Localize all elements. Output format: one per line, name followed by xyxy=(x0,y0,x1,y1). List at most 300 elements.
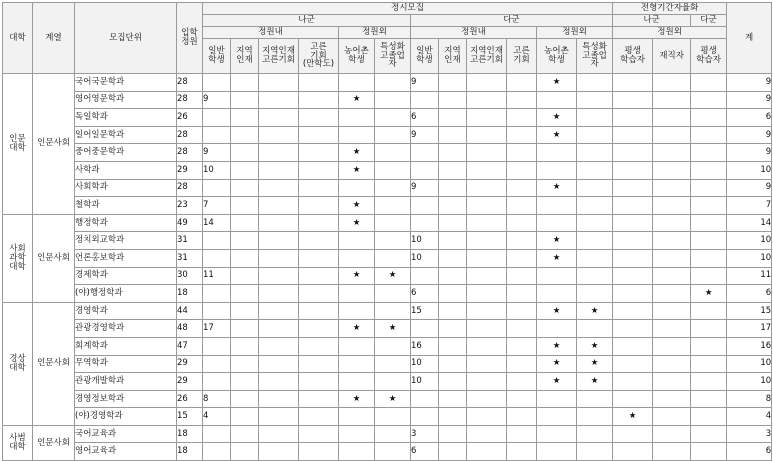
count-cell: 10 xyxy=(411,355,439,373)
count-cell xyxy=(653,390,691,408)
count-cell xyxy=(613,373,653,391)
subheader-reg-da-in-3: 고른 기회 xyxy=(507,39,537,74)
count-cell xyxy=(439,214,467,232)
table-row xyxy=(3,337,772,355)
total-cell: 9 xyxy=(727,126,772,144)
unit-name-cell: 일어일문학과 xyxy=(75,126,177,144)
count-cell xyxy=(653,74,691,92)
count-cell xyxy=(467,390,507,408)
table-row xyxy=(3,443,772,461)
count-cell xyxy=(613,126,653,144)
count-cell xyxy=(259,179,299,197)
count-cell xyxy=(507,443,537,461)
admission-table-container xyxy=(2,2,772,461)
count-cell xyxy=(375,179,411,197)
star-mark-cell: ★ xyxy=(339,320,375,338)
count-cell xyxy=(537,390,577,408)
count-cell xyxy=(231,91,259,109)
count-cell xyxy=(231,179,259,197)
count-cell xyxy=(653,355,691,373)
count-cell xyxy=(467,232,507,250)
count-cell xyxy=(691,161,727,179)
count-cell xyxy=(467,355,507,373)
count-cell xyxy=(577,144,613,162)
unit-name-cell: 경영학과 xyxy=(75,302,177,320)
count-cell: 11 xyxy=(203,267,231,285)
star-mark-cell: ★ xyxy=(537,109,577,127)
count-cell xyxy=(613,161,653,179)
count-cell: 9 xyxy=(203,144,231,162)
total-cell: 10 xyxy=(727,161,772,179)
table-row xyxy=(3,74,772,92)
count-cell xyxy=(299,91,339,109)
table-row xyxy=(3,267,772,285)
count-cell xyxy=(577,267,613,285)
count-cell xyxy=(507,197,537,215)
count-cell: 6 xyxy=(411,285,439,303)
count-cell xyxy=(537,267,577,285)
count-cell xyxy=(439,320,467,338)
header-regular-ga: 나군 xyxy=(203,15,411,27)
table-row xyxy=(3,373,772,391)
count-cell xyxy=(299,197,339,215)
count-cell xyxy=(653,126,691,144)
star-mark-cell: ★ xyxy=(577,302,613,320)
count-cell xyxy=(537,161,577,179)
star-mark-cell: ★ xyxy=(691,285,727,303)
count-cell xyxy=(507,109,537,127)
count-cell xyxy=(259,285,299,303)
count-cell xyxy=(653,302,691,320)
quota-cell: 49 xyxy=(177,214,203,232)
quota-cell: 29 xyxy=(177,161,203,179)
count-cell xyxy=(507,267,537,285)
count-cell xyxy=(299,337,339,355)
header-total: 계 xyxy=(727,3,772,74)
subheader-reg-ga-in-0: 일반 학생 xyxy=(203,39,231,74)
header-ga-in-quota: 정원내 xyxy=(203,27,339,39)
field-cell: 인문사회 xyxy=(33,302,75,425)
count-cell xyxy=(375,249,411,267)
count-cell xyxy=(231,390,259,408)
count-cell xyxy=(467,74,507,92)
count-cell xyxy=(653,443,691,461)
count-cell xyxy=(467,249,507,267)
unit-name-cell: 철학과 xyxy=(75,197,177,215)
count-cell xyxy=(507,390,537,408)
count-cell xyxy=(577,390,613,408)
count-cell xyxy=(259,126,299,144)
count-cell xyxy=(507,425,537,443)
star-mark-cell: ★ xyxy=(613,408,653,426)
quota-cell: 29 xyxy=(177,373,203,391)
count-cell xyxy=(339,408,375,426)
count-cell xyxy=(653,267,691,285)
table-row xyxy=(3,355,772,373)
count-cell xyxy=(653,144,691,162)
unit-name-cell: 영어교육과 xyxy=(75,443,177,461)
count-cell xyxy=(339,126,375,144)
count-cell xyxy=(507,91,537,109)
count-cell xyxy=(375,425,411,443)
header-special: 전형기간자율화 xyxy=(613,3,727,15)
count-cell xyxy=(339,373,375,391)
count-cell xyxy=(653,337,691,355)
count-cell xyxy=(691,197,727,215)
quota-cell: 47 xyxy=(177,337,203,355)
count-cell xyxy=(203,443,231,461)
count-cell xyxy=(439,267,467,285)
count-cell xyxy=(467,161,507,179)
unit-name-cell: 사학과 xyxy=(75,161,177,179)
count-cell xyxy=(537,443,577,461)
star-mark-cell: ★ xyxy=(537,373,577,391)
count-cell: 3 xyxy=(411,425,439,443)
count-cell xyxy=(691,390,727,408)
count-cell: 15 xyxy=(411,302,439,320)
count-cell xyxy=(375,443,411,461)
table-row xyxy=(3,197,772,215)
count-cell xyxy=(299,232,339,250)
count-cell xyxy=(375,109,411,127)
count-cell xyxy=(203,425,231,443)
total-cell: 7 xyxy=(727,197,772,215)
count-cell xyxy=(653,179,691,197)
count-cell xyxy=(231,197,259,215)
count-cell xyxy=(467,302,507,320)
header-regular: 정시모집 xyxy=(203,3,613,15)
count-cell xyxy=(653,373,691,391)
count-cell xyxy=(375,408,411,426)
star-mark-cell: ★ xyxy=(339,214,375,232)
count-cell xyxy=(507,408,537,426)
quota-cell: 26 xyxy=(177,390,203,408)
header-special-da: 다군 xyxy=(691,15,727,27)
table-row xyxy=(3,320,772,338)
count-cell xyxy=(259,109,299,127)
count-cell xyxy=(653,91,691,109)
total-cell: 17 xyxy=(727,320,772,338)
count-cell xyxy=(439,74,467,92)
count-cell xyxy=(203,373,231,391)
count-cell xyxy=(439,337,467,355)
subheader-reg-ga-out-0: 농어촌 학생 xyxy=(339,39,375,74)
unit-name-cell: 관광개발학과 xyxy=(75,373,177,391)
count-cell xyxy=(259,302,299,320)
count-cell xyxy=(507,144,537,162)
count-cell xyxy=(691,144,727,162)
count-cell xyxy=(375,161,411,179)
count-cell xyxy=(299,285,339,303)
count-cell xyxy=(411,267,439,285)
subheader-sp-ga-0: 평생 학습자 xyxy=(613,39,653,74)
quota-cell: 15 xyxy=(177,408,203,426)
quota-cell: 44 xyxy=(177,302,203,320)
table-body xyxy=(3,74,772,461)
count-cell xyxy=(691,126,727,144)
count-cell xyxy=(467,144,507,162)
total-cell: 10 xyxy=(727,232,772,250)
count-cell xyxy=(577,443,613,461)
count-cell xyxy=(691,214,727,232)
count-cell xyxy=(259,214,299,232)
count-cell xyxy=(691,425,727,443)
count-cell xyxy=(259,267,299,285)
count-cell xyxy=(259,390,299,408)
total-cell: 6 xyxy=(727,285,772,303)
count-cell xyxy=(231,373,259,391)
subheader-reg-da-out-0: 농어촌 학생 xyxy=(537,39,577,74)
count-cell: 9 xyxy=(411,74,439,92)
count-cell xyxy=(375,91,411,109)
quota-cell: 48 xyxy=(177,320,203,338)
college-cell: 경상 대학 xyxy=(3,302,33,425)
count-cell xyxy=(339,443,375,461)
count-cell xyxy=(691,74,727,92)
count-cell xyxy=(299,161,339,179)
count-cell xyxy=(231,355,259,373)
star-mark-cell: ★ xyxy=(375,267,411,285)
count-cell xyxy=(507,74,537,92)
count-cell xyxy=(613,197,653,215)
unit-name-cell: 영어영문학과 xyxy=(75,91,177,109)
count-cell xyxy=(691,373,727,391)
total-cell: 6 xyxy=(727,443,772,461)
unit-name-cell: (야)행정학과 xyxy=(75,285,177,303)
count-cell xyxy=(577,425,613,443)
unit-name-cell: (야)경영학과 xyxy=(75,408,177,426)
total-cell: 16 xyxy=(727,337,772,355)
quota-cell: 28 xyxy=(177,144,203,162)
star-mark-cell: ★ xyxy=(537,302,577,320)
count-cell xyxy=(439,144,467,162)
count-cell xyxy=(653,197,691,215)
table-row xyxy=(3,302,772,320)
count-cell xyxy=(299,179,339,197)
count-cell xyxy=(411,91,439,109)
table-row xyxy=(3,285,772,303)
count-cell xyxy=(613,144,653,162)
count-cell xyxy=(467,91,507,109)
count-cell xyxy=(231,74,259,92)
unit-name-cell: 관광경영학과 xyxy=(75,320,177,338)
field-cell: 인문사회 xyxy=(33,425,75,460)
header-da-out-quota: 정원외 xyxy=(537,27,613,39)
count-cell xyxy=(507,320,537,338)
count-cell xyxy=(299,126,339,144)
count-cell: 9 xyxy=(203,91,231,109)
subheader-reg-da-out-1: 특성화 고졸업 자 xyxy=(577,39,613,74)
count-cell xyxy=(299,425,339,443)
quota-cell: 23 xyxy=(177,197,203,215)
count-cell xyxy=(375,302,411,320)
count-cell xyxy=(691,320,727,338)
count-cell xyxy=(339,425,375,443)
header-univ: 대학 xyxy=(3,3,33,74)
count-cell xyxy=(339,232,375,250)
unit-name-cell: 언론홍보학과 xyxy=(75,249,177,267)
count-cell xyxy=(653,214,691,232)
count-cell xyxy=(375,232,411,250)
subheader-reg-da-in-0: 일반 학생 xyxy=(411,39,439,74)
count-cell xyxy=(691,232,727,250)
count-cell xyxy=(467,443,507,461)
unit-name-cell: 회계학과 xyxy=(75,337,177,355)
count-cell xyxy=(339,355,375,373)
count-cell xyxy=(299,249,339,267)
count-cell xyxy=(507,373,537,391)
unit-name-cell: 중어중문학과 xyxy=(75,144,177,162)
count-cell xyxy=(613,425,653,443)
count-cell xyxy=(467,214,507,232)
count-cell xyxy=(653,320,691,338)
count-cell xyxy=(203,109,231,127)
count-cell xyxy=(613,232,653,250)
quota-cell: 29 xyxy=(177,355,203,373)
count-cell xyxy=(203,355,231,373)
count-cell xyxy=(507,285,537,303)
count-cell xyxy=(259,320,299,338)
count-cell xyxy=(375,197,411,215)
field-cell: 인문사회 xyxy=(33,214,75,302)
count-cell xyxy=(375,373,411,391)
count-cell xyxy=(577,161,613,179)
count-cell xyxy=(691,302,727,320)
count-cell xyxy=(439,179,467,197)
count-cell xyxy=(439,232,467,250)
count-cell xyxy=(507,232,537,250)
count-cell xyxy=(613,74,653,92)
total-cell: 8 xyxy=(727,390,772,408)
count-cell xyxy=(299,144,339,162)
total-cell: 3 xyxy=(727,425,772,443)
star-mark-cell: ★ xyxy=(537,355,577,373)
count-cell xyxy=(507,126,537,144)
table-row xyxy=(3,109,772,127)
total-cell: 4 xyxy=(727,408,772,426)
count-cell xyxy=(299,373,339,391)
star-mark-cell: ★ xyxy=(577,355,613,373)
header-field: 계열 xyxy=(33,3,75,74)
count-cell xyxy=(507,302,537,320)
count-cell xyxy=(507,249,537,267)
count-cell xyxy=(439,161,467,179)
count-cell xyxy=(537,144,577,162)
count-cell xyxy=(299,355,339,373)
count-cell: 10 xyxy=(411,373,439,391)
count-cell: 4 xyxy=(203,408,231,426)
count-cell xyxy=(259,337,299,355)
count-cell xyxy=(259,373,299,391)
count-cell xyxy=(339,249,375,267)
count-cell xyxy=(467,320,507,338)
count-cell: 6 xyxy=(411,443,439,461)
star-mark-cell: ★ xyxy=(577,337,613,355)
count-cell xyxy=(203,285,231,303)
count-cell xyxy=(467,425,507,443)
unit-name-cell: 국어국문학과 xyxy=(75,74,177,92)
quota-cell: 26 xyxy=(177,109,203,127)
count-cell xyxy=(467,197,507,215)
count-cell: 9 xyxy=(411,126,439,144)
quota-cell: 18 xyxy=(177,425,203,443)
count-cell xyxy=(577,408,613,426)
count-cell xyxy=(613,285,653,303)
count-cell xyxy=(411,144,439,162)
count-cell xyxy=(203,302,231,320)
header-regular-da: 다군 xyxy=(411,15,613,27)
count-cell xyxy=(613,390,653,408)
star-mark-cell: ★ xyxy=(339,197,375,215)
count-cell xyxy=(339,74,375,92)
count-cell xyxy=(411,408,439,426)
count-cell xyxy=(231,126,259,144)
count-cell xyxy=(439,355,467,373)
total-cell: 9 xyxy=(727,179,772,197)
count-cell xyxy=(507,214,537,232)
total-cell: 9 xyxy=(727,144,772,162)
header-unit: 모집단위 xyxy=(75,3,177,74)
count-cell xyxy=(231,109,259,127)
count-cell xyxy=(231,161,259,179)
count-cell xyxy=(613,302,653,320)
quota-cell: 31 xyxy=(177,249,203,267)
count-cell xyxy=(375,74,411,92)
admission-quota-table xyxy=(2,2,772,461)
count-cell xyxy=(231,408,259,426)
count-cell xyxy=(507,161,537,179)
count-cell xyxy=(339,109,375,127)
header-special-ga: 나군 xyxy=(613,15,691,27)
count-cell xyxy=(653,161,691,179)
count-cell xyxy=(439,109,467,127)
star-mark-cell: ★ xyxy=(375,320,411,338)
count-cell xyxy=(231,285,259,303)
subheader-reg-ga-in-1: 지역 인재 xyxy=(231,39,259,74)
count-cell xyxy=(339,285,375,303)
count-cell xyxy=(577,197,613,215)
quota-cell: 28 xyxy=(177,91,203,109)
field-cell: 인문사회 xyxy=(33,74,75,215)
unit-name-cell: 국어교육과 xyxy=(75,425,177,443)
college-cell: 사범 대학 xyxy=(3,425,33,460)
count-cell xyxy=(339,302,375,320)
count-cell xyxy=(339,179,375,197)
count-cell xyxy=(439,390,467,408)
unit-name-cell: 사회학과 xyxy=(75,179,177,197)
subheader-reg-ga-in-3: 고른 기회 (만학도) xyxy=(299,39,339,74)
count-cell xyxy=(467,285,507,303)
count-cell xyxy=(691,109,727,127)
subheader-sp-ga-1: 재직자 xyxy=(653,39,691,74)
count-cell xyxy=(439,197,467,215)
quota-cell: 30 xyxy=(177,267,203,285)
count-cell xyxy=(467,179,507,197)
count-cell xyxy=(375,285,411,303)
count-cell xyxy=(375,144,411,162)
count-cell xyxy=(299,390,339,408)
count-cell xyxy=(467,337,507,355)
count-cell xyxy=(299,214,339,232)
count-cell xyxy=(691,443,727,461)
count-cell xyxy=(691,91,727,109)
count-cell xyxy=(577,232,613,250)
count-cell xyxy=(613,337,653,355)
unit-name-cell: 경영정보학과 xyxy=(75,390,177,408)
star-mark-cell: ★ xyxy=(537,337,577,355)
count-cell xyxy=(653,249,691,267)
count-cell xyxy=(259,232,299,250)
